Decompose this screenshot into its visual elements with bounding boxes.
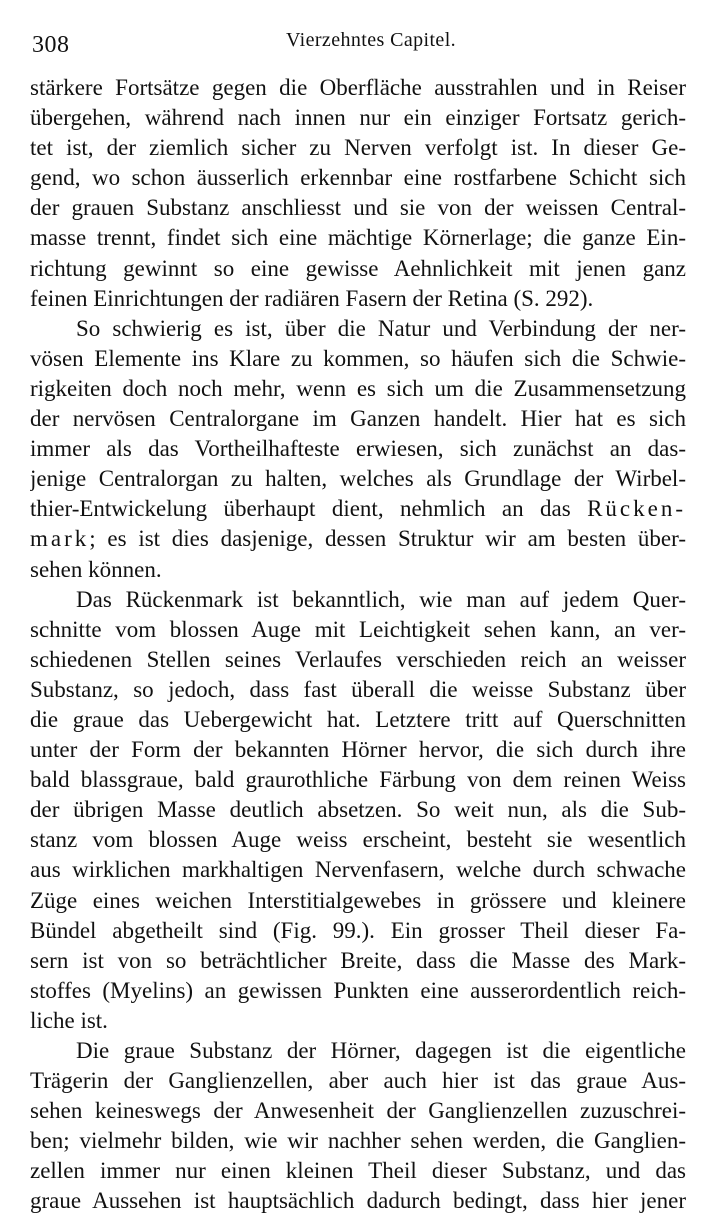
text-line bbox=[30, 524, 686, 554]
text-line: übergehen, während nach innen nur ein einziger Fortsatz gerich- bbox=[30, 105, 686, 131]
text-line: Trägerin der Ganglienzellen, aber auch hier ist das graue Aus- bbox=[30, 1068, 686, 1094]
text-line: schnitte vom blossen Auge mit Leichtigkeit sehen kann, an ver- bbox=[30, 616, 686, 642]
text-line: sehen können. bbox=[30, 556, 162, 582]
emphasis-rueckenmark-part2: mark bbox=[30, 526, 90, 552]
paragraph-start-line: Das Rückenmark ist bekanntlich, wie man auf jedem Quer- bbox=[76, 586, 686, 612]
text-segment: ; es ist dies dasjenige, dessen Struktur wir am besten über- bbox=[89, 526, 686, 552]
text-line: tet ist, der ziemlich sicher zu Nerven verfolgt ist. In dieser Ge- bbox=[30, 135, 686, 161]
text-line: zellen immer nur einen kleinen Theil dieser Substanz, und das bbox=[30, 1158, 686, 1184]
text-line: Züge eines weichen Interstitialgewebes in grössere und kleinere bbox=[30, 887, 686, 913]
emphasis-rueckenmark-part1: Rücken- bbox=[587, 496, 686, 522]
text-line: bald blassgraue, bald graurothliche Färbung von dem reinen Weiss bbox=[30, 767, 686, 793]
text-line: schiedenen Stellen seines Verlaufes verschieden reich an weisser bbox=[30, 646, 686, 672]
text-line bbox=[30, 494, 686, 524]
page-number: 308 bbox=[32, 32, 70, 58]
text-line: liche ist. bbox=[30, 1007, 108, 1033]
text-line: Substanz, so jedoch, dass fast überall die weisse Substanz über bbox=[30, 676, 686, 702]
paragraph-start-line: Die graue Substanz der Hörner, dagegen ist die eigentliche bbox=[76, 1038, 686, 1063]
text-line: der übrigen Masse deutlich absetzen. So weit nun, als die Sub- bbox=[30, 797, 686, 823]
text-line: die graue das Uebergewicht hat. Letztere tritt auf Querschnitten bbox=[30, 706, 686, 732]
text-line: masse trennt, findet sich eine mächtige Körnerlage; die ganze Ein- bbox=[30, 225, 686, 251]
text-line: feinen Einrichtungen der radiären Fasern der Retina (S. 292). bbox=[30, 285, 594, 311]
running-head: Vierzehntes Capitel. bbox=[286, 29, 457, 51]
text-line: jenige Centralorgan zu halten, welches als Grundlage der Wirbel- bbox=[30, 466, 686, 492]
text-line: immer als das Vortheilhafteste erwiesen, sich zunächst an das- bbox=[30, 436, 686, 462]
text-line: der nervösen Centralorgane im Ganzen handelt. Hier hat es sich bbox=[30, 406, 686, 432]
text-line: richtung gewinnt so eine gewisse Aehnlichkeit mit jenen ganz bbox=[30, 255, 686, 281]
text-line: stoffes (Myelins) an gewissen Punkten eine ausserordentlich reich- bbox=[30, 977, 686, 1003]
text-line: graue Aussehen ist hauptsächlich dadurch bedingt, dass hier jener bbox=[30, 1188, 686, 1214]
text-segment: thier-Entwickelung überhaupt dient, nehmlich an das bbox=[30, 496, 588, 522]
text-line: unter der Form der bekannten Hörner hervor, die sich durch ihre bbox=[30, 737, 686, 763]
body-text bbox=[30, 73, 686, 1217]
text-line: gend, wo schon äusserlich erkennbar eine rostfarbene Schicht sich bbox=[30, 165, 686, 191]
text-line: der grauen Substanz anschliesst und sie von der weissen Central- bbox=[30, 195, 686, 221]
text-line: vösen Elemente ins Klare zu kommen, so häufen sich die Schwie- bbox=[30, 345, 686, 371]
text-line: Bündel abgetheilt sind (Fig. 99.). Ein grosser Theil dieser Fa- bbox=[30, 917, 686, 943]
text-line: ben; vielmehr bilden, wie wir nachher sehen werden, die Ganglien- bbox=[30, 1128, 686, 1154]
text-line: stärkere Fortsätze gegen die Oberfläche ausstrahlen und in Reiser bbox=[30, 75, 686, 100]
page-header bbox=[28, 26, 688, 62]
text-line: sern ist von so beträchtlicher Breite, dass die Masse des Mark- bbox=[30, 947, 686, 973]
text-line: sehen keineswegs der Anwesenheit der Ganglienzellen zuzuschrei- bbox=[30, 1098, 686, 1124]
text-line: rigkeiten doch noch mehr, wenn es sich um die Zusammensetzung bbox=[30, 375, 686, 401]
text-line: aus wirklichen markhaltigen Nervenfasern, welche durch schwache bbox=[30, 857, 686, 883]
text-line: stanz vom blossen Auge weiss erscheint, besteht sie wesentlich bbox=[30, 827, 686, 853]
paragraph-start-line: So schwierig es ist, über die Natur und Verbindung der ner- bbox=[76, 315, 686, 341]
